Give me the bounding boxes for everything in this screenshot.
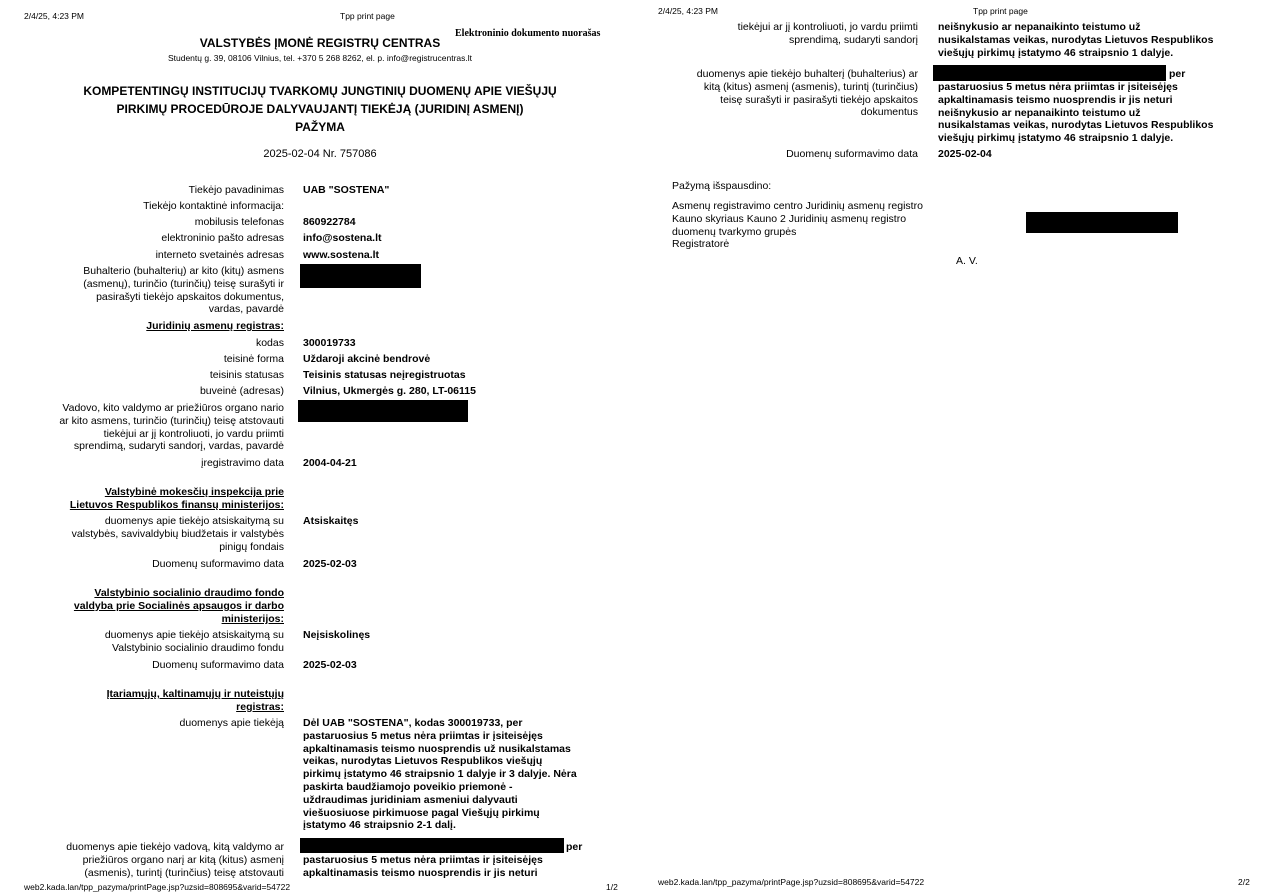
criminal-accountant-value-start: per xyxy=(1169,68,1186,80)
criminal-date-value: 2025-02-04 xyxy=(938,148,992,160)
page-number-2: 2/2 xyxy=(1238,877,1250,887)
document-title-line-2: PIRKIMŲ PROCEDŪROJE DALYVAUJANTĮ TIEKĖJĄ (JURIDINĮ ASMENĮ) xyxy=(116,102,524,116)
legal-form-label: teisinė forma xyxy=(223,353,284,365)
criminal-accountant-value: pastaruosius 5 metus nėra priimtas ir įsiteisėjęs apkaltinamasis teismo nuosprendis ir jis neturi neišnykusio ar nepanaikinto teistumo už nusikalstamas veikas, nurodytas Lietuvos Respublikos viešųjų pirkimų įstatymo 46 straipsnio 1 dalyje. xyxy=(938,81,1214,145)
document-title-line-3: PAŽYMA xyxy=(295,120,345,134)
supplier-name-label: Tiekėjo pavadinimas xyxy=(188,184,284,196)
print-title-2: Tpp print page xyxy=(973,6,1028,16)
criminal-register-section-title: Įtariamųjų, kaltinamųjų ir nuteistųjų registras: xyxy=(106,688,284,713)
stamp-placeholder: A. V. xyxy=(956,255,978,267)
document-number: 2025-02-04 Nr. 757086 xyxy=(263,148,377,160)
criminal-manager-label: duomenys apie tiekėjo vadovą, kitą valdymo ar priežiūros organo narį ar kitą (kitus) asmenį (asmenis), turintį (turinčius) teisę atstovauti xyxy=(66,841,284,879)
legal-status-label: teisinis statusas xyxy=(209,369,284,381)
print-url-2: web2.kada.lan/tpp_pazyma/printPage.jsp?uzsid=808695&varid=54722 xyxy=(658,877,925,887)
tax-inspection-section-title: Valstybinė mokesčių inspekcija prie Lietuvos Respublikos finansų ministerijos: xyxy=(69,486,284,511)
organization-name: VALSTYBĖS ĮMONĖ REGISTRŲ CENTRAS xyxy=(199,36,441,50)
legal-register-section-title: Juridinių asmenų registras: xyxy=(146,320,284,332)
tax-settlement-value: Atsiskaitęs xyxy=(303,515,359,527)
social-settlement-label: duomenys apie tiekėjo atsiskaitymą su Valstybinio socialinio draudimo fondu xyxy=(104,629,284,654)
document-page-2 xyxy=(638,0,1276,894)
criminal-manager-label-cont: tiekėjui ar jį kontroliuoti, jo vardu priimti sprendimą, sudaryti sandorį xyxy=(737,21,918,46)
organization-address: Studentų g. 39, 08106 Vilnius, tel. +370 5 268 8262, el. p. info@registrucentras.lt xyxy=(167,53,473,63)
document-title xyxy=(0,82,640,136)
accountant-label: Buhalterio (buhalterių) ar kito (kitų) asmens (asmenų), turinčio (turinčių) teisę surašyti ir pasirašyti tiekėjo apskaitos dokumentus, vardas, pavardė xyxy=(83,265,284,316)
social-date-label: Duomenų suformavimo data xyxy=(152,659,284,671)
redacted-manager-name xyxy=(298,400,468,422)
code-value: 300019733 xyxy=(303,337,356,349)
redacted-accountant-name xyxy=(300,264,421,288)
issued-label: Pažymą išspausdino: xyxy=(672,180,772,192)
registration-date-value: 2004-04-21 xyxy=(303,457,357,469)
page-number-1: 1/2 xyxy=(606,882,618,892)
phone-value: 860922784 xyxy=(303,216,356,228)
web-label: interneto svetainės adresas xyxy=(155,249,284,261)
redacted-registrar-signature xyxy=(1026,212,1178,233)
legal-status-value: Teisinis statusas neįregistruotas xyxy=(303,369,466,381)
electronic-document-seal: Elektroninio dokumento nuorašas xyxy=(455,28,601,39)
issuer-text: Asmenų registravimo centro Juridinių asmenų registro Kauno skyriaus Kauno 2 Juridinių asmenų registro duomenų tvarkymo grupės Registratorė xyxy=(672,200,923,251)
tax-date-value: 2025-02-03 xyxy=(303,558,357,570)
email-value: info@sostena.lt xyxy=(303,232,382,244)
social-date-value: 2025-02-03 xyxy=(303,659,357,671)
print-datetime-2: 2/4/25, 4:23 PM xyxy=(658,6,719,16)
tax-date-label: Duomenų suformavimo data xyxy=(152,558,284,570)
criminal-supplier-label: duomenys apie tiekėją xyxy=(179,717,284,729)
tax-settlement-label: duomenys apie tiekėjo atsiskaitymą su valstybės, savivaldybių biudžetais ir valstybės pinigų fondais xyxy=(71,515,284,553)
document-title-line-1: KOMPETENTINGŲ INSTITUCIJŲ TVARKOMŲ JUNGTINIŲ DUOMENŲ APIE VIEŠŲJŲ xyxy=(83,84,557,98)
print-title: Tpp print page xyxy=(340,11,395,21)
manager-label: Vadovo, kito valdymo ar priežiūros organo nario ar kito asmens, turinčio (turinčių) teisę atstovauti tiekėjui ar jį kontroliuoti, jo vardu priimti sprendimą, sudaryti sandorį, vardas, pavardė xyxy=(59,402,284,453)
criminal-manager-value: pastaruosius 5 metus nėra priimtas ir įsiteisėjęs apkaltinamasis teismo nuosprendis ir jis neturi xyxy=(303,854,543,879)
social-insurance-section-title: Valstybinio socialinio draudimo fondo valdyba prie Socialinės apsaugos ir darbo ministerijos: xyxy=(73,587,284,625)
print-datetime: 2/4/25, 4:23 PM xyxy=(24,11,85,21)
criminal-manager-value-start: per xyxy=(566,841,583,853)
criminal-date-label: Duomenų suformavimo data xyxy=(786,148,918,160)
criminal-manager-value-cont: neišnykusio ar nepanaikinto teistumo už nusikalstamas veikas, nurodytas Lietuvos Respublikos viešųjų pirkimų įstatymo 46 straipsnio 1 dalyje. xyxy=(938,21,1214,59)
legal-form-value: Uždaroji akcinė bendrovė xyxy=(303,353,431,365)
supplier-name-value: UAB "SOSTENA" xyxy=(303,184,390,196)
redacted-criminal-manager xyxy=(300,838,564,853)
social-settlement-value: Neįsiskolinęs xyxy=(303,629,371,641)
print-url: web2.kada.lan/tpp_pazyma/printPage.jsp?uzsid=808695&varid=54722 xyxy=(24,882,291,892)
registered-address-label: buveinė (adresas) xyxy=(199,385,284,397)
web-value: www.sostena.lt xyxy=(303,249,380,261)
email-label: elektroninio pašto adresas xyxy=(161,232,284,244)
registered-address-value: Vilnius, Ukmergės g. 280, LT-06115 xyxy=(303,385,476,397)
criminal-accountant-label: duomenys apie tiekėjo buhalterį (buhalterius) ar kitą (kitus) asmenį (asmenis), turintį (turinčius) teisę surašyti ir pasirašyti tiekėjo apskaitos dokumentus xyxy=(696,68,918,119)
phone-label: mobilusis telefonas xyxy=(194,216,284,228)
supplier-contact-label: Tiekėjo kontaktinė informacija: xyxy=(143,200,284,212)
registration-date-label: įregistravimo data xyxy=(201,457,284,469)
code-label: kodas xyxy=(255,337,284,349)
criminal-supplier-value: Dėl UAB "SOSTENA", kodas 300019733, per pastaruosius 5 metus nėra priimtas ir įsiteisėjęs apkaltinamasis teismo nuosprendis už nusikalstamas veikas, nurodytas Lietuvos Respublikos viešųjų pirkimų įstatymo 46 straipsnio 1 dalyje ir 3 dalyje. Nėra paskirta baudžiamojo poveikio priemonė - uždraudimas juridiniam asmeniui dalyvauti viešuosiuose pirkimuose pagal Viešųjų pirkimų įstatymo 46 straipsnio 2-1 dalį. xyxy=(303,717,577,832)
redacted-criminal-accountant xyxy=(933,65,1166,81)
